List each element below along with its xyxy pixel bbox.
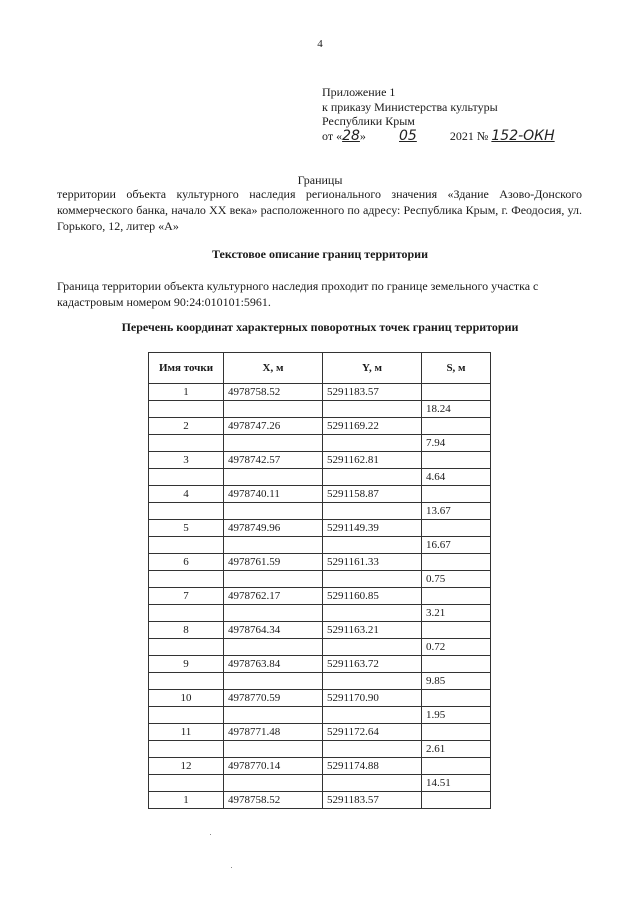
segment-row (149, 605, 491, 622)
segment-length-cell: 3.21 (422, 605, 491, 622)
empty-cell (224, 469, 323, 486)
empty-cell (224, 775, 323, 792)
segment-length-cell: 1.95 (422, 707, 491, 724)
empty-cell (323, 435, 422, 452)
empty-cell (422, 520, 491, 537)
segment-length-cell: 7.94 (422, 435, 491, 452)
segment-row (149, 435, 491, 452)
empty-cell (323, 537, 422, 554)
empty-cell (323, 707, 422, 724)
handwritten-order-number: 152-ОКН (491, 127, 555, 144)
point-name-cell: 8 (149, 622, 224, 639)
appendix-line: Приложение 1 (322, 85, 396, 99)
empty-cell (149, 537, 224, 554)
empty-cell (323, 571, 422, 588)
point-name-cell: 3 (149, 452, 224, 469)
empty-cell (224, 537, 323, 554)
x-cell: 4978763.84 (224, 656, 323, 673)
empty-cell (224, 571, 323, 588)
table-header-row (149, 353, 491, 384)
empty-cell (422, 724, 491, 741)
y-cell: 5291149.39 (323, 520, 422, 537)
x-cell: 4978758.52 (224, 384, 323, 401)
empty-cell (422, 554, 491, 571)
table-row (149, 384, 491, 401)
x-cell: 4978758.52 (224, 792, 323, 809)
empty-cell (422, 792, 491, 809)
appendix-line: Республики Крым (322, 114, 415, 128)
empty-cell (422, 690, 491, 707)
point-name-cell: 5 (149, 520, 224, 537)
empty-cell (149, 435, 224, 452)
table-row (149, 418, 491, 435)
segment-length-cell: 16.67 (422, 537, 491, 554)
x-cell: 4978764.34 (224, 622, 323, 639)
empty-cell (224, 707, 323, 724)
table-row (149, 792, 491, 809)
x-cell: 4978770.59 (224, 690, 323, 707)
table-row (149, 588, 491, 605)
document-title: Границы (297, 173, 343, 187)
segment-length-cell: 0.75 (422, 571, 491, 588)
empty-cell (422, 486, 491, 503)
empty-cell (149, 469, 224, 486)
segment-row (149, 401, 491, 418)
empty-cell (323, 605, 422, 622)
segment-length-cell: 2.61 (422, 741, 491, 758)
table-row (149, 758, 491, 775)
table-row (149, 724, 491, 741)
segment-length-cell: 14.51 (422, 775, 491, 792)
empty-cell (323, 673, 422, 690)
table-row (149, 486, 491, 503)
x-cell: 4978747.26 (224, 418, 323, 435)
scan-speck (231, 867, 232, 868)
point-name-cell: 12 (149, 758, 224, 775)
table-row (149, 622, 491, 639)
y-cell: 5291162.81 (323, 452, 422, 469)
y-cell: 5291163.72 (323, 656, 422, 673)
order-date-row (322, 129, 555, 144)
segment-length-cell: 9.85 (422, 673, 491, 690)
column-header-y: Y, м (323, 353, 422, 384)
column-header-s: S, м (422, 353, 491, 384)
empty-cell (323, 503, 422, 520)
empty-cell (224, 605, 323, 622)
empty-cell (422, 418, 491, 435)
point-name-cell: 7 (149, 588, 224, 605)
empty-cell (422, 384, 491, 401)
point-name-cell: 4 (149, 486, 224, 503)
table-row (149, 656, 491, 673)
empty-cell (323, 401, 422, 418)
point-name-cell: 6 (149, 554, 224, 571)
point-name-cell: 1 (149, 792, 224, 809)
empty-cell (149, 775, 224, 792)
empty-cell (149, 503, 224, 520)
handwritten-day: 28 (342, 127, 360, 144)
description-text: Граница территории объекта культурного наследия проходит по границе земельного участка с кадастровым номером 90:24:010101:5961. (57, 279, 539, 309)
x-cell: 4978762.17 (224, 588, 323, 605)
empty-cell (422, 758, 491, 775)
empty-cell (149, 639, 224, 656)
y-cell: 5291158.87 (323, 486, 422, 503)
empty-cell (422, 622, 491, 639)
scan-speck (210, 834, 211, 835)
segment-row (149, 639, 491, 656)
segment-row (149, 571, 491, 588)
point-name-cell: 10 (149, 690, 224, 707)
empty-cell (422, 588, 491, 605)
y-cell: 5291183.57 (323, 792, 422, 809)
empty-cell (149, 571, 224, 588)
point-name-cell: 11 (149, 724, 224, 741)
appendix-line: к приказу Министерства культуры (322, 99, 498, 114)
empty-cell (149, 741, 224, 758)
empty-cell (323, 469, 422, 486)
table-row (149, 452, 491, 469)
segment-row (149, 469, 491, 486)
x-cell: 4978749.96 (224, 520, 323, 537)
empty-cell (149, 673, 224, 690)
appendix-block (322, 85, 555, 143)
y-cell: 5291160.85 (323, 588, 422, 605)
empty-cell (224, 741, 323, 758)
date-mid: » (359, 128, 369, 143)
segment-row (149, 673, 491, 690)
x-cell: 4978770.14 (224, 758, 323, 775)
segment-length-cell: 13.67 (422, 503, 491, 520)
x-cell: 4978761.59 (224, 554, 323, 571)
year-label: 2021 № (449, 128, 489, 143)
page-number: 4 (317, 38, 323, 50)
empty-cell (224, 503, 323, 520)
segment-length-cell: 18.24 (422, 401, 491, 418)
y-cell: 5291170.90 (323, 690, 422, 707)
handwritten-month: 05 (399, 127, 417, 144)
y-cell: 5291169.22 (323, 418, 422, 435)
empty-cell (149, 401, 224, 418)
point-name-cell: 2 (149, 418, 224, 435)
y-cell: 5291183.57 (323, 384, 422, 401)
segment-row (149, 775, 491, 792)
column-header-x: X, м (224, 353, 323, 384)
column-header-name: Имя точки (149, 353, 224, 384)
segment-length-cell: 4.64 (422, 469, 491, 486)
coords-title: Перечень координат характерных поворотных точек границ территории (121, 320, 519, 334)
segment-row (149, 537, 491, 554)
date-prefix: от « (322, 128, 343, 143)
empty-cell (224, 673, 323, 690)
table-row (149, 520, 491, 537)
description-title: Текстовое описание границ территории (211, 247, 429, 261)
empty-cell (224, 639, 323, 656)
table-row (149, 690, 491, 707)
empty-cell (224, 435, 323, 452)
y-cell: 5291163.21 (323, 622, 422, 639)
segment-row (149, 707, 491, 724)
empty-cell (224, 401, 323, 418)
table-row (149, 554, 491, 571)
coordinates-table (148, 352, 491, 809)
empty-cell (422, 452, 491, 469)
x-cell: 4978771.48 (224, 724, 323, 741)
empty-cell (149, 707, 224, 724)
x-cell: 4978742.57 (224, 452, 323, 469)
segment-length-cell: 0.72 (422, 639, 491, 656)
empty-cell (149, 605, 224, 622)
point-name-cell: 9 (149, 656, 224, 673)
empty-cell (323, 741, 422, 758)
empty-cell (323, 775, 422, 792)
x-cell: 4978740.11 (224, 486, 323, 503)
segment-row (149, 503, 491, 520)
segment-row (149, 741, 491, 758)
point-name-cell: 1 (149, 384, 224, 401)
document-subtitle: территории объекта культурного наследия регионального значения «Здание Азово-Донского коммерческого банка, начало XX века» расположенного по адресу: Республика Крым, г. Феодосия, ул. Горького, 12, литер «А» (57, 187, 582, 233)
y-cell: 5291172.64 (323, 724, 422, 741)
empty-cell (422, 656, 491, 673)
y-cell: 5291161.33 (323, 554, 422, 571)
y-cell: 5291174.88 (323, 758, 422, 775)
empty-cell (323, 639, 422, 656)
